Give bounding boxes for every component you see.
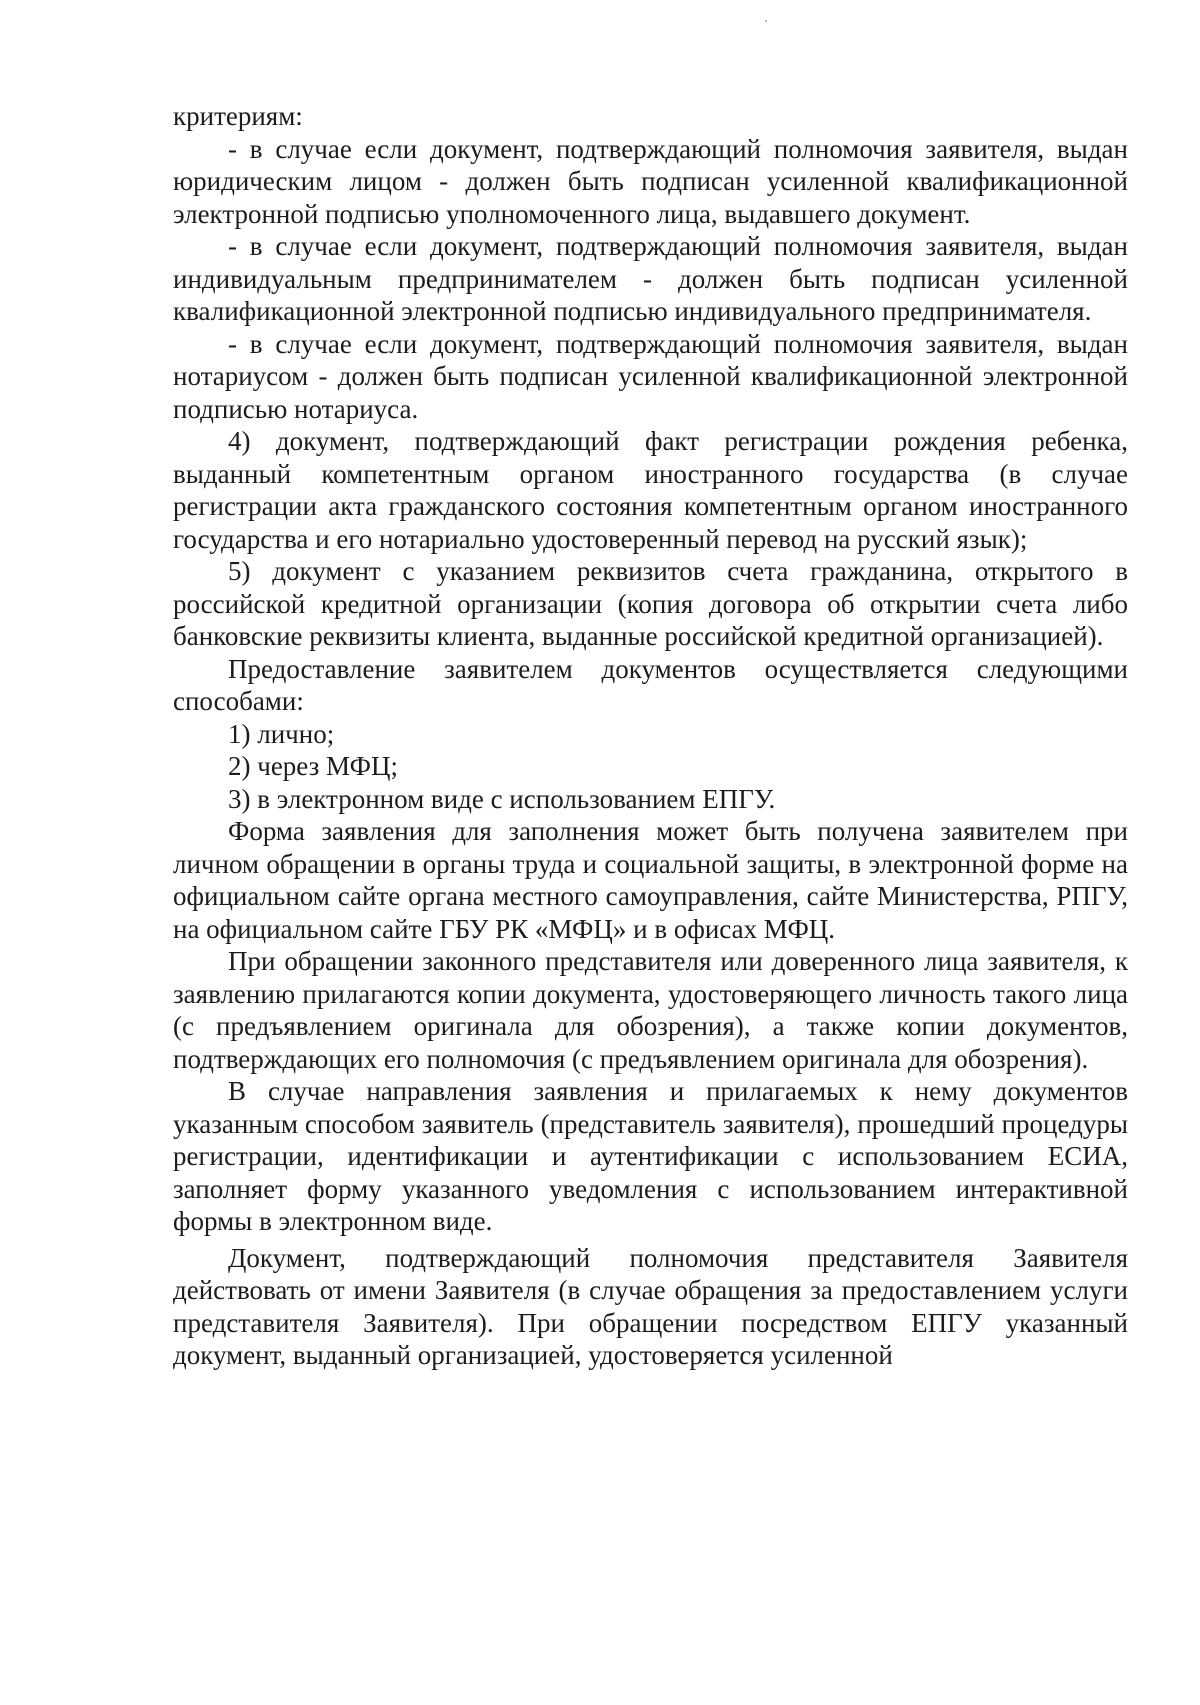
document-body [173,100,1128,1372]
scan-speck [765,20,767,22]
paragraph-application-form: Форма заявления для заполнения может быть получена заявителем при личном обращении в органы труда и социальной защиты, в электронной форме на официальном сайте органа местного самоуправления, сайте Министерства, РПГУ, на официальном сайте ГБУ РК «МФЦ» и в офисах МФЦ. [173,816,1128,944]
paragraph-notary: - в случае если документ, подтверждающий полномочия заявителя, выдан нотариусом - должен быть подписан усиленной квалификационной электронной подписью нотариуса. [173,328,1128,424]
paragraph-power-of-attorney: Документ, подтверждающий полномочия представителя Заявителя действовать от имени Заявителя (в случае обращения за предоставлением услуги представителя Заявителя). При обращении посредством ЕПГУ указанный документ, выданный организацией, удостоверяется усиленной [173,1242,1128,1370]
paragraph-legal-entity: - в случае если документ, подтверждающий полномочия заявителя, выдан юридическим лицом - должен быть подписан усиленной квалификационной электронной подписью уполномоченного лица, выдавшего документ. [173,133,1128,229]
list-item-in-person: 1) лично; [228,718,335,749]
paragraph-esia: В случае направления заявления и прилагаемых к нему документов указанным способом заявитель (представитель заявителя), прошедший процедуры регистрации, идентификации и аутентификации с использованием ЕСИА, заполняет форму указанного уведомления с использованием интерактивной формы в электронном виде. [173,1076,1128,1236]
paragraph-submission-methods: Предоставление заявителем документов осуществляется следующими способами: [173,653,1128,716]
list-item-mfc: 2) через МФЦ; [228,751,399,781]
paragraph-item-4: 4) документ, подтверждающий факт регистрации рождения ребенка, выданный компетентным органом иностранного государства (в случае регистрации акта гражданского состояния компетентным органом иностранного государства и его нотариально удостоверенный перевод на русский язык); [173,426,1128,554]
paragraph-representative: При обращении законного представителя или доверенного лица заявителя, к заявлению прилагаются копии документа, удостоверяющего личность такого лица (с предъявлением оригинала для обозрения), а также копии документов, подтверждающих его полномочия (с предъявлением оригинала для обозрения). [173,946,1128,1074]
paragraph-entrepreneur: - в случае если документ, подтверждающий полномочия заявителя, выдан индивидуальным предпринимателем - должен быть подписан усиленной квалификационной электронной подписью индивидуального предпринимателя. [173,231,1128,326]
paragraph-criteria-lead: критериям: [173,101,303,131]
list-item-epgu: 3) в электронном виде с использованием ЕПГУ. [228,783,776,814]
paragraph-item-5: 5) документ с указанием реквизитов счета гражданина, открытого в российской кредитной организации (копия договора об открытии счета либо банковские реквизиты клиента, выданные российской кредитной организацией). [173,556,1128,651]
